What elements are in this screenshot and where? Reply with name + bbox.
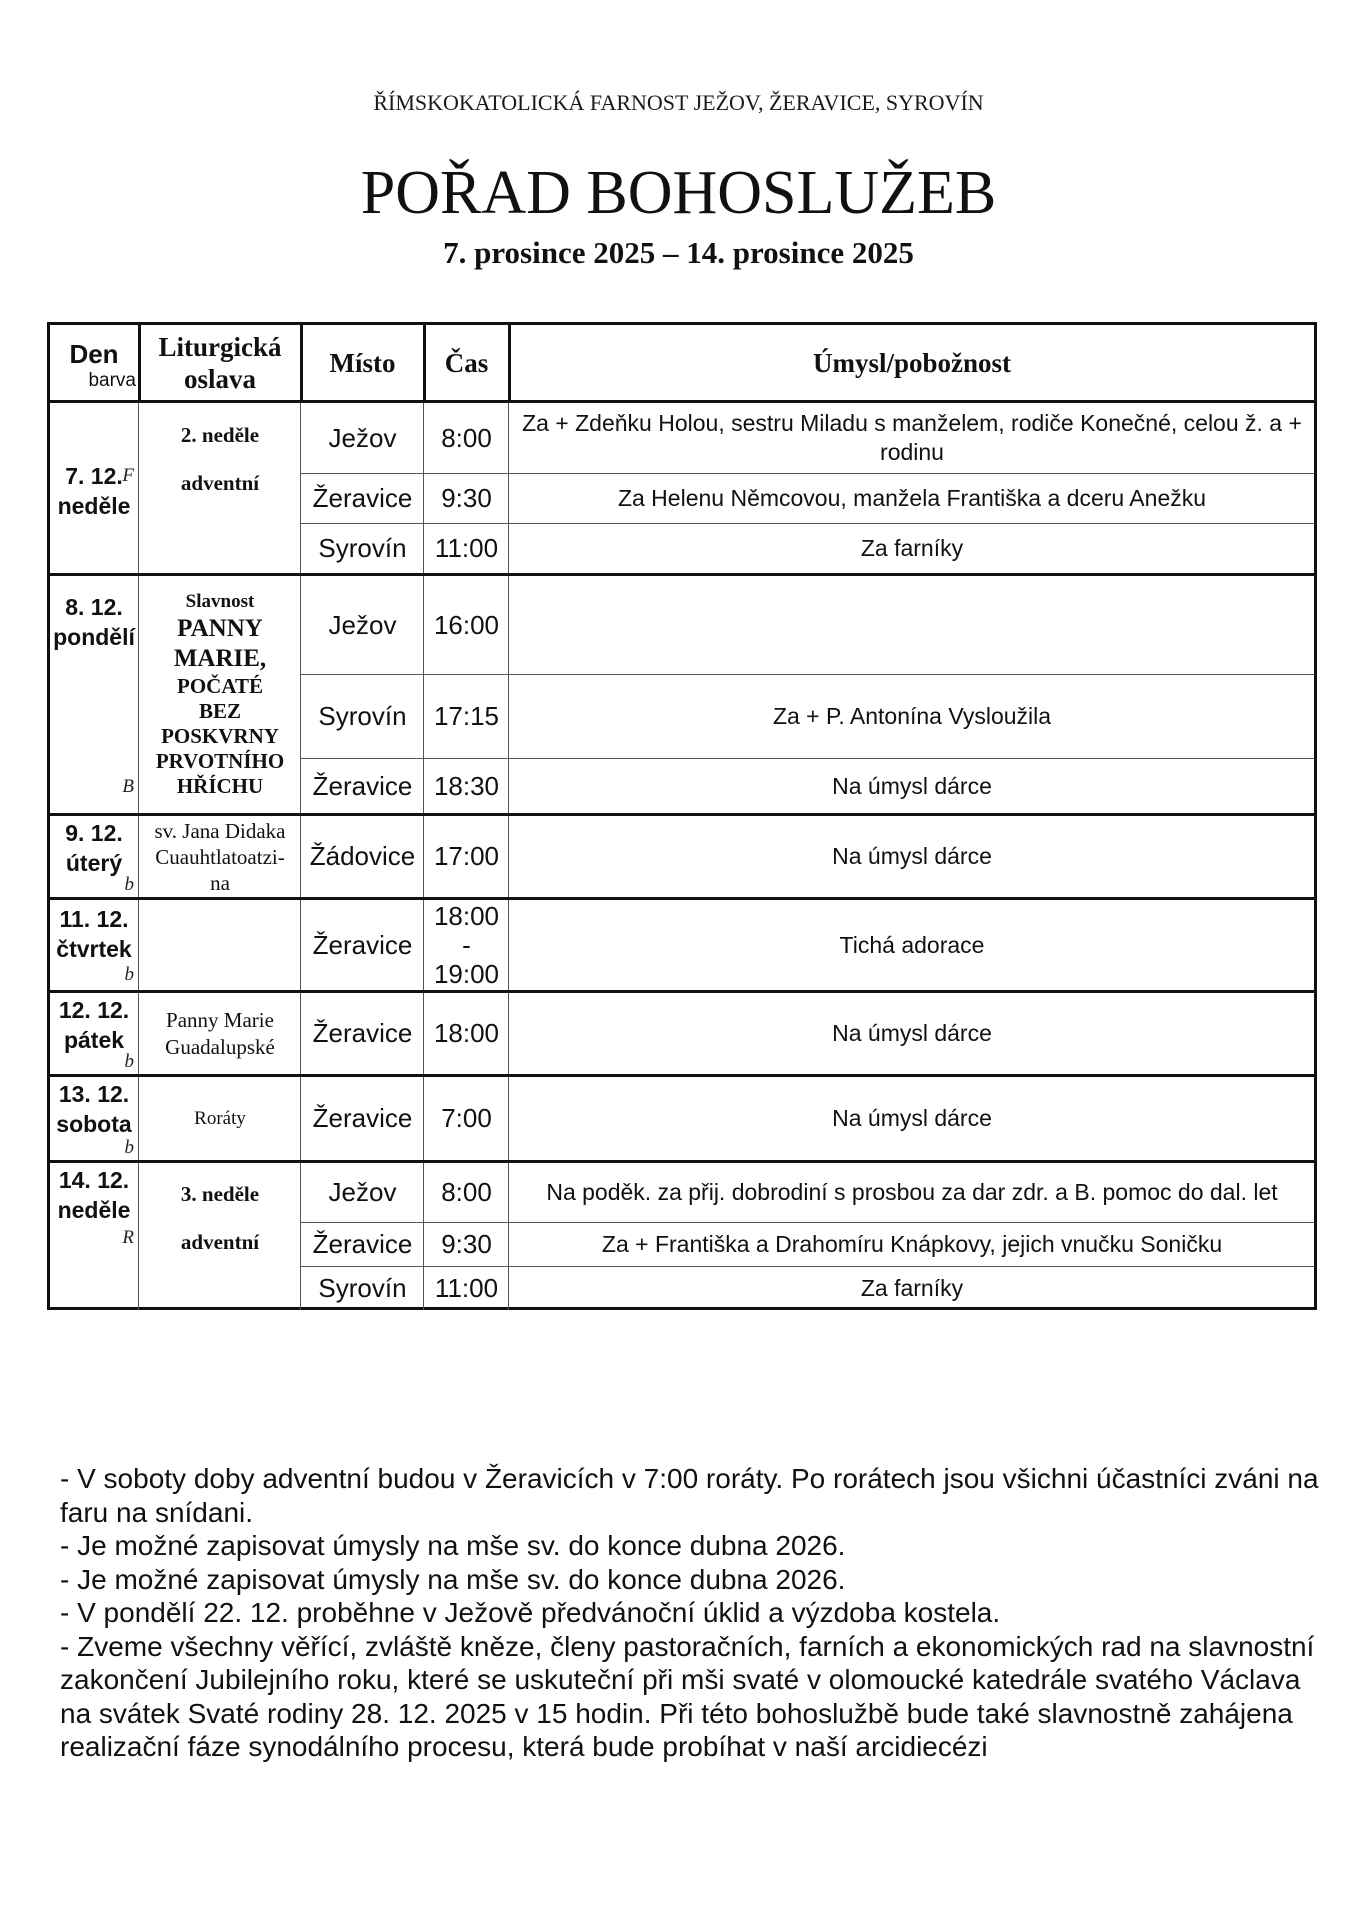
place-cell: Žeravice [312,770,413,801]
header-day [50,325,138,400]
day-cell [50,900,138,990]
header-time [425,325,508,400]
liturgy-cell [140,816,300,897]
liturgy-line: POSKVRNY [161,724,279,748]
place-cell: Žádovice [309,841,416,871]
time-cell: 9:30 [441,483,492,513]
day-date: 12. 12. [58,997,130,1023]
day-date: 9. 12. [65,820,123,846]
day-weekday: čtvrtek [56,936,132,962]
time-cell: 8:00 [441,1177,492,1207]
liturgy-line: sv. Jana Didaka [154,818,286,843]
place-cell: Ježov [328,1177,397,1207]
place-cell: Žeravice [312,483,413,513]
intention-cell: Na poděk. za přij. dobrodiní s prosbou za dar zdr. a B. pomoc do dal. let [546,1179,1278,1205]
time-cell: 11:00 [434,533,499,563]
date-range: 7. prosince 2025 – 14. prosince 2025 [443,235,914,270]
day-weekday: neděle [57,1197,131,1223]
liturgy-line: 3. neděle [180,1182,260,1206]
liturgy-line: adventní [180,1230,260,1254]
liturgical-color: F [122,465,134,486]
time-cell: 11:00 [434,1273,499,1303]
day-cell [50,816,138,897]
day-date: 13. 12. [58,1081,130,1107]
header-place [302,325,423,400]
announcement: - V pondělí 22. 12. proběhne v Ježově předvánoční úklid a výzdoba kostela. [60,1597,1001,1628]
header-liturgy-line1: Liturgická [158,331,282,362]
place-cell: Žeravice [312,1018,413,1048]
time-cell: 17:00 [433,841,500,871]
place-cell: Žeravice [312,1229,413,1259]
intention-cell: Na úmysl dárce [832,1105,992,1131]
place-cell: Syrovín [318,533,407,563]
liturgical-color: b [124,1051,134,1072]
liturgy-line: Slavnost [185,591,255,612]
day-date: 11. 12. [59,906,129,932]
announcement: - Zveme všechny věřící, zvláště kněze, členy pastoračních, farních a ekonomických rad na slavnostní zakončení Jubilejního roku, které se uskuteční při mši svaté v olomoucké katedrále svatého Václava na svátek Svaté rodiny 28. 12. 2025 v 15 hodin. Při této bohoslužbě bude také slavnostně zahájena realizační fáze synodálního procesu, která bude probíhat v naší arcidiecézi [60,1630,1315,1762]
time-cell: 9:30 [441,1229,492,1259]
announcement: - V soboty doby adventní budou v Žeravicích v 7:00 roráty. Po rorátech jsou všichni účastníci zváni na faru na snídani. [60,1463,1319,1528]
header-intention [510,325,1314,400]
intention-cell: Za Helenu Němcovou, manžela Františka a dceru Anežku [617,485,1207,511]
liturgy-line: na [210,870,230,895]
header-time-label: Čas [444,347,489,378]
time-cell: 7:00 [441,1103,492,1133]
liturgy-cell [140,1163,300,1310]
day-cell [50,1163,138,1310]
parish-name: ŘÍMSKOKATOLICKÁ FARNOST JEŽOV, ŽERAVICE, SYROVÍN [373,90,984,115]
liturgy-line: Guadalupské [165,1034,275,1059]
liturgy-line: Cuauhtlatoatzi- [155,844,285,869]
day-cell [50,1077,138,1160]
liturgy-line: Roráty [194,1107,246,1129]
place-cell: Žeravice [312,1103,413,1133]
liturgy-cell [140,993,300,1074]
liturgy-line: 2. neděle [180,423,260,447]
liturgical-color: b [124,874,134,895]
header-intention-label: Úmysl/pobožnost [812,347,1012,378]
intention-cell: Tichá adorace [839,931,985,958]
liturgy-line: Panny Marie [166,1007,274,1032]
day-date: 14. 12. [58,1167,130,1193]
day-cell [50,403,138,574]
intention-cell [510,576,1314,674]
time-cell: 18:30 [433,770,500,801]
header-liturgy [140,325,300,400]
day-weekday: úterý [65,850,123,876]
day-date: 8. 12. [65,594,123,620]
liturgy-line: MARIE, [173,645,267,672]
time-cell: 18:00 - 19:00 [433,900,500,989]
day-weekday: neděle [57,492,131,519]
time-cell: 8:00 [441,422,492,453]
header-place-label: Místo [329,347,396,378]
liturgy-line: PRVOTNÍHO [155,749,285,773]
time-cell: 18:00 [433,1018,500,1048]
place-cell: Žeravice [312,929,413,960]
liturgical-color: B [122,776,134,797]
liturgical-color: R [122,1227,134,1248]
liturgy-line: HŘÍCHU [176,774,264,798]
day-weekday: sobota [56,1111,132,1137]
intention-cell: Za + Františka a Drahomíru Knápkovy, jejich vnučku Soničku [601,1231,1223,1257]
intention-cell: Za farníky [860,1275,964,1301]
announcements [60,1462,1320,1764]
schedule-table [47,322,1317,1310]
day-cell [50,576,138,813]
day-weekday: pátek [63,1027,125,1053]
intention-cell: Na úmysl dárce [832,843,992,869]
day-date: 7. 12. [65,462,123,489]
liturgy-cell [140,1077,300,1160]
liturgical-color: b [124,1137,134,1158]
liturgical-color: b [124,964,134,985]
liturgy-line: BEZ [198,699,242,723]
intention-cell: Na úmysl dárce [832,772,992,799]
place-cell: Ježov [328,609,397,640]
day-cell [50,993,138,1074]
page-title: POŘAD BOHOSLUŽEB [360,159,997,227]
liturgy-cell [140,576,300,813]
place-cell: Syrovín [318,1273,407,1303]
liturgy-cell [140,403,300,574]
time-cell: 17:15 [433,701,500,731]
intention-cell: Za + P. Antonína Vysloužila [772,703,1052,729]
day-weekday: pondělí [53,624,135,650]
header-day-label: Den [69,338,119,369]
liturgy-line: POČATÉ [177,674,263,698]
intention-cell: Za + Zdeňku Holou, sestru Miladu s manželem, rodiče Konečné, celou ž. a + rodinu [522,410,1302,465]
intention-cell: Na úmysl dárce [832,1020,992,1046]
liturgy-line: adventní [180,471,260,495]
intention-cell: Za farníky [860,535,964,561]
time-cell: 16:00 [433,609,500,640]
liturgy-line: PANNY [177,615,263,642]
place-cell: Ježov [328,422,397,453]
place-cell: Syrovín [318,701,407,731]
announcement: - Je možné zapisovat úmysly na mše sv. do konce dubna 2026. [60,1530,846,1561]
announcement: - Je možné zapisovat úmysly na mše sv. do konce dubna 2026. [60,1563,846,1595]
liturgy-cell [140,900,300,990]
header-liturgy-line2: oslava [183,363,256,394]
header-color-label: barva [88,369,136,391]
